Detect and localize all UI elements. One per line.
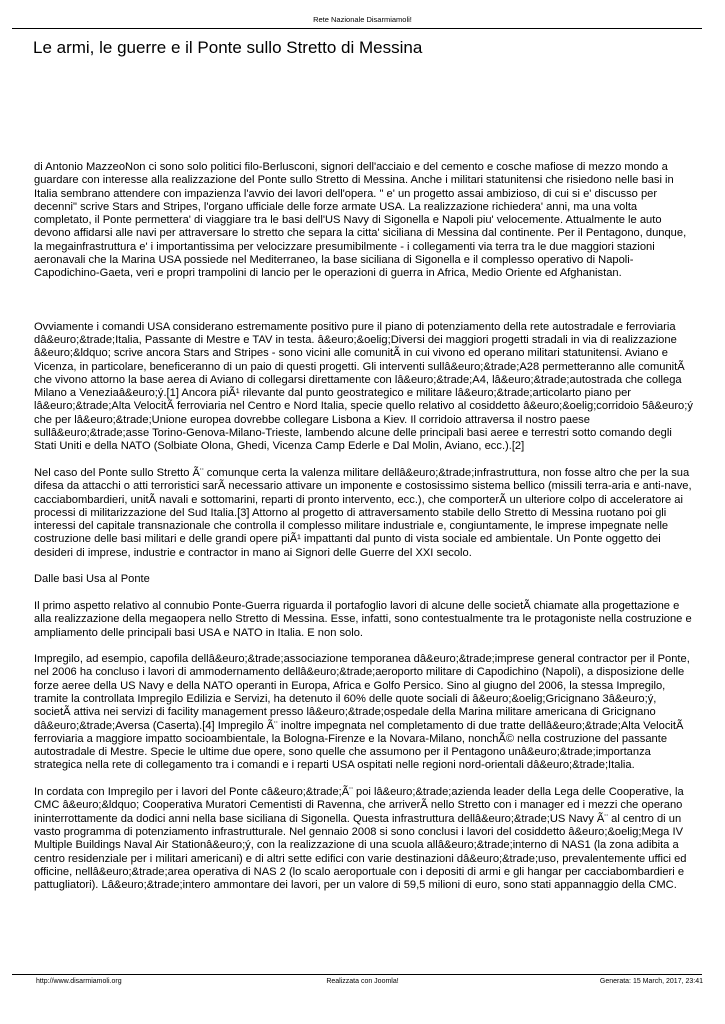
footer-generated-date: Generata: 15 March, 2017, 23:41 — [599, 978, 703, 985]
article-paragraph: Nel caso del Ponte sullo Stretto Ã¨ comunque certa la valenza militare dellâ&euro;&trade;infrastruttura, non fosse altro che per la sua difesa da attacchi o atti terroristici sarÃ necessario attivare un imponente e costosissimo sistema bellico (missili terra-aria e anti-nave, cacciabombardieri, unitÃ navali e sottomarini, reparti di pronto intervento, ecc.), che comporterÃ un ulteriore colpo di acceleratore ai processi di militarizzazione del Sud Italia.[3] Attorno al progetto di attraversamento stabile dello Stretto di Messina ruotano poi gli interessi del capitale transnazionale che controlla il complesso militare industriale e, congiuntamente, le imprese impegnate nelle costruzione delle basi militari e delle grandi opere piÃ¹ impattanti dal punto di vista sociale ed ambientale. Un Ponte oggetto dei desideri di imprese, industrie e contractor in mano ai Signori delle Guerre del XXI secolo. — [34, 466, 692, 559]
site-header: Rete Nazionale Disarmiamoli! — [313, 15, 412, 24]
article-paragraph: In cordata con Impregilo per i lavori del Ponte câ&euro;&trade;Ã¨ poi lâ&euro;&trade;azienda leader della Lega delle Cooperative, la CMC â&euro;&ldquo; Cooperativa Muratori Cementisti di Ravenna, che arriverÃ nello Stretto con i manager ed i mezzi che operano ininterrottamente da dodici anni nella base siciliana di Sigonella. Questa infrastruttura dellâ&euro;&trade;US Navy Ã¨ al centro di un vasto programma di potenziamento infrastrutturale. Nel gennaio 2008 si sono conclusi i lavori del cosiddetto â&euro;&oelig;Mega IV Multiple Buildings Naval Air Stationâ&euro;ý, con la realizzazione di una scuola allâ&euro;&trade;interno di NAS1 (la zona adibita a centro residenziale per i militari americani) e di altri sette edifici con varie destinazioni dâ&euro;&trade;uso, prevalentemente uffici ed officine, nellâ&euro;&trade;area operativa di NAS 2 (lo scalo aeroportuale con i depositi di armi e gli hangar per cacciabombardieri e pattugliatori). Lâ&euro;&trade;intero ammontare dei lavori, per un valore di 59,5 milioni di euro, sono stati appannaggio della CMC. — [34, 786, 687, 892]
paragraph-spacer — [34, 640, 694, 653]
article-body — [34, 161, 694, 892]
header-divider — [12, 28, 702, 29]
paragraph-spacer — [34, 560, 694, 573]
article-paragraph: Il primo aspetto relativo al connubio Ponte-Guerra riguarda il portafoglio lavori di alcune delle societÃ chiamate alla progettazione e alla realizzazione della megaopera nello Stretto di Messina. Esse, infatti, sono contestualmente tra le protagoniste nella costruzione e ampliamento delle principali basi USA e NATO in Italia. E non solo. — [34, 599, 692, 639]
paragraph-spacer — [34, 773, 694, 786]
paragraph-spacer — [34, 281, 694, 321]
paragraph-spacer — [34, 454, 694, 467]
footer-divider — [12, 974, 702, 975]
article-paragraph: Ovviamente i comandi USA considerano estremamente positivo pure il piano di potenziamento della rete autostradale e ferroviaria dâ&euro;&trade;Italia, Passante di Mestre e TAV in testa. â&euro;&oelig;Diversi dei maggiori progetti stradali in via di realizzazione â&euro;&ldquo; scrive ancora Stars and Stripes - sono vicini alle comunitÃ in cui vivono ed operano militari statunitensi. Aviano e Vicenza, in particolare, beneficeranno di un paio di questi progetti. Gli interventi sullâ&euro;&trade;A28 permetteranno alle comunitÃ che vivono attorno la base aerea di Aviano di collegarsi direttamente con lâ&euro;&trade;A4, lâ&euro;&trade;autostrada che collega Milano a Veneziaâ&euro;ý.[1] Ancora piÃ¹ rilevante dal punto geostrategico e militare lâ&euro;&trade;articolarto piano per lâ&euro;&trade;Alta VelocitÃ ferroviaria nel Centro e Nord Italia, specie quello relativo al cosiddetto â&euro;&oelig;corridoio 5â&euro;ý che per lâ&euro;&trade;Unione europea dovrebbe collegare Lisbona a Kiev. Il corridoio attraversa il nostro paese sullâ&euro;&trade;asse Torino-Genova-Milano-Trieste, lambendo alcune delle principali basi aeree e terrestri sotto comando degli Stati Uniti e della NATO (Solbiate Olona, Ghedi, Vicenza Camp Ederle e Dal Molin, Aviano, ecc.).[2] — [34, 320, 693, 453]
page-title: Le armi, le guerre e il Ponte sullo Stretto di Messina — [33, 38, 423, 57]
paragraph-spacer — [34, 587, 694, 600]
section-heading: Dalle basi Usa al Ponte — [34, 573, 150, 586]
footer-powered-by: Realizzata con Joomla! — [326, 978, 399, 985]
article-paragraph: Impregilo, ad esempio, capofila dellâ&euro;&trade;associazione temporanea dâ&euro;&trade;imprese general contractor per il Ponte, nel 2006 ha concluso i lavori di ammodernamento dellâ&euro;&trade;aeroporto militare di Capodichino (Napoli), a disposizione delle forze aeree della US Navy e della NATO operanti in Europa, Africa e Golfo Persico. Sino al giugno del 2006, la stessa Impregilo, tramite la controllata Impregilo Edilizia e Servizi, ha detenuto il 60% delle quote sociali di â&euro;&oelig;Gricignano 3â&euro;ý, societÃ attiva nei servizi di facility management presso lâ&euro;&trade;ospedale della Marina militare americana di Gricignano dâ&euro;&trade;Aversa (Caserta).[4] Impregilo Ã¨ inoltre impegnata nel completamento di due tratte dellâ&euro;&trade;Alta VelocitÃ ferroviaria a maggiore impatto socioambientale, la Bologna-Firenze e la Novara-Milano, nonchÃ© nella costruzione del passante autostradale di Mestre. Specie le ultime due opere, sono quelle che assumono per il Pentagono unâ&euro;&trade;importanza strategica nella rete di collegamento tra i comandi e i reparti USA ospitati nelle regioni nord-orientali dâ&euro;&trade;Italia. — [34, 653, 690, 772]
footer-site-link[interactable]: http://www.disarmiamoli.org — [36, 978, 122, 985]
article-paragraph: di Antonio MazzeoNon ci sono solo politici filo-Berlusconi, signori dell'acciaio e del cemento e cosche mafiose di mezzo mondo a guardare con interesse alla realizzazione del Ponte sullo Stretto di Messina. Anche i militari statunitensi che risiedono nelle basi in Italia sembrano attendere con impazienza l'avvio dei lavori dell'opera. " e' un progetto assai ambizioso, di cui si e' discusso per decenni" scrive Stars and Stripes, l'organo ufficiale delle forze armate USA. La realizzazione richiedera' anni, ma una volta completato, il Ponte permettera' di viaggiare tra le basi dell'US Navy di Sigonella e Napoli piu' velocemente. Attualmente le auto devono affidarsi alle navi per attraversare lo stretto che separa la citta' siciliana di Messina dal continente. Per il Pentagono, dunque, la megainfrastruttura e' i importantissima per velocizzare presumibilmente - i collegamenti via terra tra le due maggiori stazioni aeronavali che la Marina USA possiede nel Mediterraneo, la base siciliana di Sigonella e il complesso operativo di Napoli-Capodichino-Gaeta, veri e propri trampolini di lancio per le operazioni di guerra in Africa, Medio Oriente ed Afghanistan. — [34, 161, 687, 280]
